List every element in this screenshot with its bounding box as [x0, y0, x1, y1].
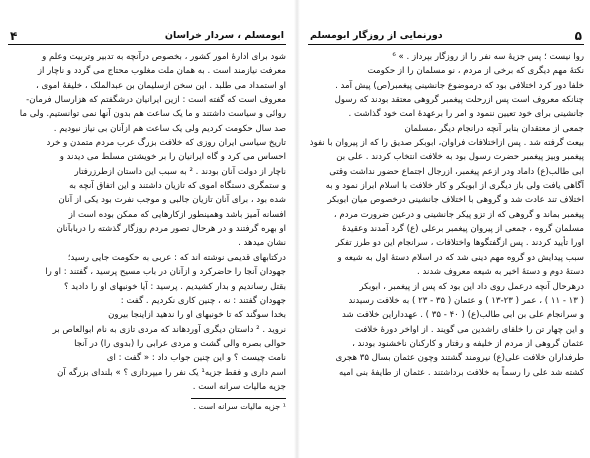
text-line: پیغمبر بماند و گروهی که از تزو پیکر جانشینی و درعین ضرورت مردم ، [333, 209, 584, 220]
text-line: عثمان گروهی از مردم از خلیفه و رفتار و کارکنان ناخشنود بودند ، [352, 338, 584, 349]
running-title: ابومسلم ، سردار خراسان [164, 30, 284, 41]
book-gutter [294, 0, 300, 458]
left-page [8, 22, 286, 442]
text-line: روائی و سیاست داشتند و ما یک ساعت هم بدون آنها نمی توانستیم. ولی ما [19, 109, 286, 120]
text-line: دستهٔ دوم و دستهٔ اخیر به شیعه معروف شدند . [417, 267, 584, 278]
text-line: بقتل رساندیم و بدار کشیدیم . پرسید : آیا خونبهای او را دادید ؟ [64, 281, 286, 292]
text-line: معرفت نیازمند است . به همان ملت مغلوب محتاج می گردد و ناچار از [37, 66, 286, 77]
text-line: درهرحال آنچه درعمل روی داد این بود که پس از پیغمبر ، ابوبکر [359, 281, 584, 292]
text-line: روا نیست ؛ پس جزیهٔ سه نفر را از روزگار بپرداز . » ⁶ [392, 52, 584, 62]
footnote: ¹ جزیه مالیات سرانه است . [193, 402, 286, 412]
left-page-header [8, 22, 286, 45]
text-line: او بهره گرفتند و در هرحال تصور مردم روزگار گذشته را دربابآنان [56, 224, 286, 235]
text-line: نشان میدهد . [238, 238, 286, 249]
text-line: درکتابهای قدیمی نوشته اند که : عربی به حکومت جایی رسید؛ [67, 252, 286, 263]
text-line: مسلمان گروه ، جمعی از پیروان پیغمبر برعلی (ع) گرد آمدند وعقیدهٔ [342, 224, 584, 235]
left-page-body [8, 50, 286, 413]
text-line: نروید . ² داستان دیگری آوردهاند که مردی تازی به نام ابوالعاص بر [52, 324, 286, 335]
text-line: کشته شد علی را رسماً به خلافت برداشتند . عثمان از طایفهٔ بنی امیه [338, 367, 584, 378]
text-line: طرفداران خلافت علی(ع) نیرومند گشتند وچون عثمان بسال ۳۵ هجری [335, 353, 584, 364]
text-line: بیعت گرفته شد . پس ازاختلافات فراوان، ابوبکر صدیق را که از پیروان با نفوذ [309, 138, 584, 149]
text-line: خلفا دور کرد اختلافی بود که درموضوع جانشینی پیغمبر(ص) پیش آمد . [335, 80, 584, 91]
footnote-rule [191, 398, 286, 399]
text-line: ناچار از دولت آنان بودند . ² به سبب این داستان ازطرزرفتار [74, 166, 286, 177]
text-line: نکتهٔ مهم دیگری که برخی از مردم ، نو مسلمان را از حکومت [367, 66, 584, 77]
text-line: چنانکه معروف است پس ازرحلت پیغمبر گروهی معتقد بودند که رسول [334, 95, 584, 106]
text-line: آگاهی یافت ولی باز دیگری از ابوبکر و کار خلافت با اسلام ابراز نمود و به [325, 181, 584, 192]
text-line: اورا تأیید کردند . پس ازگفتگوها واختلافات ، سرانجام این دو طرز تفکر [335, 238, 584, 249]
text-line: شده بود ، برای آنان تازیان جالبی و موجب نفرت بود یکی از آنان [58, 195, 286, 206]
text-line: احساس می کرد و گاه ایرانیان را بر خویشتن مسلط می دیدند و [59, 152, 286, 163]
right-page-body [308, 50, 584, 380]
text-line: و سرانجام علی بن ابی طالب(ع) ( ۴۰ - ۳۵ ) . عهدداراین خلافت شد [342, 310, 584, 321]
text-line: و این چهار تن را خلفای راشدین می گویند . از اواخر دورهٔ خلافت [354, 324, 584, 335]
page-number: ۴ [10, 29, 18, 43]
running-title: دورنمایی از روزگار ابومسلم [310, 30, 443, 41]
text-line: بخدا سوگند که تا خونبهای او را ندهید ازاینجا بیرون [108, 310, 286, 321]
right-page [308, 22, 584, 442]
text-line: جزیه مالیات سرانه است . [192, 381, 286, 392]
page-number: ۵ [574, 29, 582, 43]
text-line: نامت چیست ؟ و این چنین جواب داد : « گفت : ای [106, 353, 286, 364]
text-line: جمعی از معتقدان بنابر آنچه درانجام دیگر ،مسلمان [404, 123, 584, 134]
text-line: سبب پیدایش دو گروه مهم دینی شد که در اسلام دستهٔ اول به شیعه و [337, 252, 584, 263]
text-line: جانشینی برای خود تعیین ننمود و امر را برعهدهٔ امت خود گذاشت . [348, 109, 584, 120]
text-line: او استمداد می طلبد . این سخن ازسلیمان بن عبدالملک ، خلیفهٔ اموی ، [36, 80, 286, 91]
text-line: شود برای ادارهٔ امور کشور ، بخصوص درآنچه به تدبیر وتربیت وعلم و [42, 52, 286, 62]
text-line: و ستمگری دستگاه اموی که تازیان داشتند و این اتفاق آنچه به [69, 181, 286, 192]
text-line: حوالی بصره والی گشت و مردی عرابی را (بدوی را) در آنجا [74, 338, 286, 349]
text-line: ابی طالب(ع) داماد ودر ازعم پیغمبر، ازرجال اجتماع حضور نداشت وقتی [329, 166, 584, 177]
text-line: پیغمبر وبیز پیغمبر حضرت رسول بود به خلافت انتخاب کردند . علی بن [336, 152, 584, 163]
text-line: ( ۱۳ - ۱۱ ) ، عمر ( ۲۳-۱۳ ) و عثمان ( ۳۵ - ۲۳ ) به خلافت رسیدند [348, 295, 584, 306]
text-line: اختلاف تند عادت شد و گروهی با اختلاف جانشینی درخصوص میان ابوبکر [327, 195, 584, 206]
text-line: افسانه آمیز باشد وهمینطور ازکارهایی که ممکن بوده است از [68, 209, 286, 220]
text-line: معروف است که گفته است : ازین ایرانیان درشگفتم که هزارسال فرمان- [26, 95, 286, 106]
text-line: صد سال حکومت کردیم ولی یک ساعت هم ازآنان بی نیاز نبودیم . [53, 123, 286, 134]
text-line: اسم داری و فقط جزیه¹ یک نفر را میپردازی ؟ » بلندای بزرگه آن [57, 367, 286, 378]
right-page-header [308, 22, 584, 45]
text-line: جهودان گفتند : نه ، چنین کاری نکردیم . گفت : [120, 295, 286, 306]
text-line: جهودان آنجا را حاضرکرد و ازآنان در باب مسیح پرسید ، گفتند : او را [45, 267, 286, 278]
text-line: تاریخ سیاسی ایران روزی که خلافت بزرگ عرب مردم متمدن و خرد [46, 138, 286, 149]
